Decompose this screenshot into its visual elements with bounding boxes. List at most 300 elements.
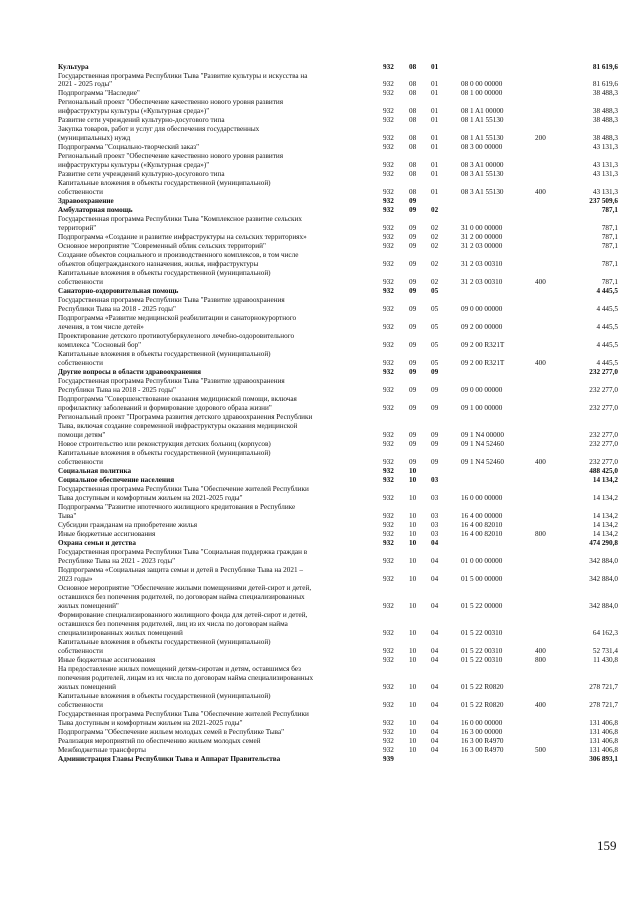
row-target-article: 16 3 00 R4970 — [461, 746, 504, 754]
row-section-code: 08 — [409, 188, 417, 196]
row-ministry-code: 932 — [383, 197, 394, 205]
row-amount: 787,1 — [601, 260, 618, 268]
table-row — [0, 431, 640, 439]
row-subsection-code: 01 — [431, 116, 439, 124]
row-target-article: 08 3 A1 00000 — [461, 161, 504, 169]
row-name: Государственная программа Республики Тыва "Развитие культуры и искусства на — [58, 72, 308, 80]
table-row — [0, 683, 640, 691]
row-name: Региональный проект "Программа развития детского здравоохранения Республики — [58, 413, 313, 421]
row-section-code: 10 — [409, 575, 417, 583]
row-section-code: 09 — [409, 287, 417, 295]
row-subsection-code: 04 — [431, 728, 439, 736]
row-target-article: 01 0 00 00000 — [461, 557, 503, 565]
row-target-article: 31 0 00 00000 — [461, 224, 503, 232]
row-section-code: 10 — [409, 557, 417, 565]
row-name: Здравоохранение — [58, 197, 114, 205]
row-ministry-code: 932 — [383, 728, 394, 736]
row-section-code: 10 — [409, 683, 417, 691]
table-row — [0, 332, 640, 340]
row-subsection-code: 04 — [431, 557, 439, 565]
row-amount: 787,1 — [601, 224, 618, 232]
row-section-code: 08 — [409, 116, 417, 124]
row-expense-type: 400 — [535, 458, 546, 466]
row-amount: 237 509,6 — [589, 197, 618, 205]
row-ministry-code: 932 — [383, 368, 394, 376]
row-amount: 14 134,2 — [592, 521, 618, 529]
row-target-article: 31 2 03 00310 — [461, 278, 503, 286]
table-row — [0, 611, 640, 619]
row-section-code: 08 — [409, 170, 417, 178]
row-amount: 38 488,3 — [592, 89, 618, 97]
row-name: Подпрограмма "Наследие" — [58, 89, 140, 97]
row-target-article: 01 5 22 00310 — [461, 647, 503, 655]
row-name: Государственная программа Республики Тыва "Комплексное развитие сельских — [58, 215, 302, 223]
table-row — [0, 629, 640, 637]
row-name: Формирование специализированного жилищного фонда для детей-сирот и детей, — [58, 611, 308, 619]
row-ministry-code: 932 — [383, 134, 394, 142]
row-ministry-code: 932 — [383, 63, 394, 71]
row-ministry-code: 932 — [383, 89, 394, 97]
row-section-code: 09 — [409, 341, 417, 349]
row-expense-type: 400 — [535, 359, 546, 367]
row-name: Подпрограмма "Совершенствование оказания медицинской помощи, включая — [58, 395, 297, 403]
row-ministry-code: 932 — [383, 530, 394, 538]
table-row — [0, 251, 640, 259]
row-section-code: 10 — [409, 521, 417, 529]
row-subsection-code: 03 — [431, 530, 439, 538]
table-row — [0, 413, 640, 421]
row-subsection-code: 01 — [431, 89, 439, 97]
table-row — [0, 116, 640, 124]
row-section-code: 09 — [409, 233, 417, 241]
row-name: 2021 - 2025 годы" — [58, 80, 113, 88]
row-name: Иные бюджетные ассигнования — [58, 530, 156, 538]
table-row — [0, 125, 640, 133]
row-name: Тыва доступным и комфортным жильем на 2021-2025 годы" — [58, 719, 243, 727]
row-subsection-code: 02 — [431, 260, 439, 268]
table-row — [0, 458, 640, 466]
row-subsection-code: 01 — [431, 107, 439, 115]
table-row — [0, 170, 640, 178]
row-section-code: 09 — [409, 224, 417, 232]
row-ministry-code: 932 — [383, 458, 394, 466]
table-row — [0, 386, 640, 394]
row-subsection-code: 04 — [431, 539, 439, 547]
row-ministry-code: 932 — [383, 431, 394, 439]
table-row — [0, 467, 640, 475]
row-expense-type: 200 — [535, 134, 546, 142]
row-amount: 278 721,7 — [589, 701, 618, 709]
row-section-code: 10 — [409, 746, 417, 754]
table-row — [0, 134, 640, 142]
row-ministry-code: 932 — [383, 278, 394, 286]
row-subsection-code: 01 — [431, 134, 439, 142]
table-row — [0, 206, 640, 214]
row-name: 2023 годы» — [58, 575, 93, 583]
table-row — [0, 395, 640, 403]
table-row — [0, 233, 640, 241]
table-row — [0, 620, 640, 628]
table-row — [0, 152, 640, 160]
row-amount: 232 277,0 — [589, 440, 618, 448]
table-row — [0, 314, 640, 322]
table-row — [0, 359, 640, 367]
table-row — [0, 719, 640, 727]
row-section-code: 10 — [409, 602, 417, 610]
row-name: Другие вопросы в области здравоохранения — [58, 368, 202, 376]
row-name: Государственная программа Республики Тыва "Обеспечение жителей Республики — [58, 485, 309, 493]
row-name: оставшихся без попечения родителей, лиц из их числа по договорам найма — [58, 620, 288, 628]
row-name: специализированных жилых помещений — [58, 629, 183, 637]
row-name: Проектирование детского противотуберкулезного лечебно-оздоровительного — [58, 332, 295, 340]
table-row — [0, 269, 640, 277]
row-amount: 278 721,7 — [589, 683, 618, 691]
row-section-code: 09 — [409, 242, 417, 250]
row-subsection-code: 01 — [431, 170, 439, 178]
table-row — [0, 584, 640, 592]
row-ministry-code: 932 — [383, 386, 394, 394]
row-amount: 131 406,8 — [589, 737, 618, 745]
row-section-code: 09 — [409, 278, 417, 286]
row-subsection-code: 09 — [431, 386, 439, 394]
row-target-article: 09 0 00 00000 — [461, 305, 503, 313]
row-expense-type: 400 — [535, 188, 546, 196]
row-target-article: 16 0 00 00000 — [461, 494, 503, 502]
row-subsection-code: 04 — [431, 602, 439, 610]
row-target-article: 16 3 00 R4970 — [461, 737, 504, 745]
table-row — [0, 647, 640, 655]
row-section-code: 10 — [409, 494, 417, 502]
row-amount: 11 430,8 — [593, 656, 618, 664]
row-subsection-code: 05 — [431, 359, 439, 367]
row-subsection-code: 09 — [431, 404, 439, 412]
table-row — [0, 377, 640, 385]
row-name: Государственная программа Республики Тыва "Обеспечение жителей Республики — [58, 710, 309, 718]
row-ministry-code: 932 — [383, 224, 394, 232]
row-subsection-code: 01 — [431, 188, 439, 196]
row-section-code: 09 — [409, 359, 417, 367]
row-target-article: 08 3 A1 55130 — [461, 188, 504, 196]
row-section-code: 10 — [409, 539, 417, 547]
row-subsection-code: 02 — [431, 242, 439, 250]
row-name: Санаторно-оздоровительная помощь — [58, 287, 179, 295]
table-row — [0, 98, 640, 106]
row-amount: 787,1 — [601, 242, 618, 250]
row-subsection-code: 05 — [431, 305, 439, 313]
row-amount: 342 884,0 — [589, 575, 618, 583]
row-name: лечения, в том числе детей» — [58, 323, 144, 331]
table-row — [0, 593, 640, 601]
row-ministry-code: 932 — [383, 188, 394, 196]
row-ministry-code: 932 — [383, 359, 394, 367]
row-target-article: 16 4 00 82010 — [461, 530, 503, 538]
row-name: Капитальные вложения в объекты государственной (муниципальной) — [58, 449, 271, 457]
row-name: Администрация Главы Республики Тыва и Аппарат Правительства — [58, 755, 281, 763]
row-target-article: 16 4 00 00000 — [461, 512, 503, 520]
row-name: собственности — [58, 188, 103, 196]
row-section-code: 09 — [409, 305, 417, 313]
row-name: Региональный проект "Обеспечение качественно нового уровня развития — [58, 152, 284, 160]
row-target-article: 01 5 22 00310 — [461, 656, 503, 664]
table-row — [0, 179, 640, 187]
row-section-code: 09 — [409, 440, 417, 448]
table-row — [0, 188, 640, 196]
table-row — [0, 350, 640, 358]
row-section-code: 10 — [409, 467, 417, 475]
row-subsection-code: 04 — [431, 683, 439, 691]
row-subsection-code: 05 — [431, 287, 439, 295]
table-row — [0, 746, 640, 754]
table-row — [0, 728, 640, 736]
row-amount: 43 131,3 — [592, 143, 618, 151]
row-subsection-code: 02 — [431, 206, 439, 214]
row-name: профилактику заболеваний и формирование здорового образа жизни" — [58, 404, 272, 412]
table-row — [0, 287, 640, 295]
row-section-code: 10 — [409, 647, 417, 655]
row-amount: 232 277,0 — [589, 458, 618, 466]
row-section-code: 09 — [409, 260, 417, 268]
row-target-article: 09 2 00 R321T — [461, 341, 505, 349]
row-amount: 342 884,0 — [589, 557, 618, 565]
table-row — [0, 566, 640, 574]
row-ministry-code: 932 — [383, 602, 394, 610]
row-name: Субсидии гражданам на приобретение жилья — [58, 521, 198, 529]
row-target-article: 08 3 A1 55130 — [461, 170, 504, 178]
row-subsection-code: 01 — [431, 161, 439, 169]
row-name: На предоставление жилых помещений детям-сиротам и детям, оставшимся без — [58, 665, 301, 673]
row-section-code: 10 — [409, 656, 417, 664]
row-section-code: 09 — [409, 323, 417, 331]
row-ministry-code: 932 — [383, 161, 394, 169]
table-row — [0, 422, 640, 430]
row-name: Основное мероприятие "Обеспечение жилыми помещениями детей-сирот и детей, — [58, 584, 312, 592]
row-ministry-code: 932 — [383, 242, 394, 250]
row-amount: 4 445,5 — [596, 323, 618, 331]
row-name: Иные бюджетные ассигнования — [58, 656, 156, 664]
row-subsection-code: 05 — [431, 323, 439, 331]
table-row — [0, 755, 640, 763]
row-expense-type: 500 — [535, 746, 546, 754]
row-amount: 81 619,6 — [592, 80, 618, 88]
row-amount: 787,1 — [601, 233, 618, 241]
row-ministry-code: 932 — [383, 575, 394, 583]
row-subsection-code: 03 — [431, 494, 439, 502]
table-row — [0, 80, 640, 88]
row-ministry-code: 932 — [383, 557, 394, 565]
table-row — [0, 242, 640, 250]
row-name: Развитие сети учреждений культурно-досугового типа — [58, 116, 225, 124]
row-name: Развитие сети учреждений культурно-досугового типа — [58, 170, 225, 178]
row-name: территорий" — [58, 224, 97, 232]
row-target-article: 31 2 03 00000 — [461, 242, 503, 250]
row-section-code: 10 — [409, 530, 417, 538]
row-target-article: 01 5 22 00000 — [461, 602, 503, 610]
row-amount: 232 277,0 — [589, 368, 618, 376]
row-ministry-code: 932 — [383, 440, 394, 448]
row-subsection-code: 04 — [431, 647, 439, 655]
row-ministry-code: 939 — [383, 755, 394, 763]
table-row — [0, 197, 640, 205]
row-ministry-code: 932 — [383, 512, 394, 520]
row-ministry-code: 932 — [383, 539, 394, 547]
row-subsection-code: 02 — [431, 278, 439, 286]
row-subsection-code: 02 — [431, 224, 439, 232]
table-row — [0, 638, 640, 646]
row-ministry-code: 932 — [383, 233, 394, 241]
row-name: собственности — [58, 647, 103, 655]
row-amount: 131 406,8 — [589, 728, 618, 736]
table-row — [0, 260, 640, 268]
row-name: Подпрограмма «Развитие медицинской реабилитации и санаторнокурортного — [58, 314, 297, 322]
row-section-code: 10 — [409, 512, 417, 520]
row-name: Тыва" — [58, 512, 77, 520]
row-name: Республики Тыва на 2018 - 2025 годы" — [58, 305, 176, 313]
row-ministry-code: 932 — [383, 746, 394, 754]
row-target-article: 31 2 00 00000 — [461, 233, 503, 241]
table-row — [0, 161, 640, 169]
row-name: Региональный проект "Обеспечение качественно нового уровня развития — [58, 98, 284, 106]
table-row — [0, 449, 640, 457]
row-section-code: 08 — [409, 89, 417, 97]
row-subsection-code: 04 — [431, 701, 439, 709]
row-target-article: 16 0 00 00000 — [461, 719, 503, 727]
table-row — [0, 674, 640, 682]
table-row — [0, 440, 640, 448]
row-section-code: 09 — [409, 368, 417, 376]
row-name: собственности — [58, 701, 103, 709]
row-amount: 14 134,2 — [592, 512, 618, 520]
table-row — [0, 692, 640, 700]
row-target-article: 08 1 A1 00000 — [461, 107, 504, 115]
row-section-code: 10 — [409, 476, 417, 484]
table-row — [0, 665, 640, 673]
page-number: 159 — [597, 838, 617, 853]
row-amount: 43 131,3 — [592, 161, 618, 169]
row-name: Закупка товаров, работ и услуг для обеспечения государственных — [58, 125, 260, 133]
row-name: Амбулаторная помощь — [58, 206, 133, 214]
row-name: Новое строительство или реконструкция детских больниц (корпусов) — [58, 440, 271, 448]
row-target-article: 09 2 00 00000 — [461, 323, 503, 331]
row-name: Государственная программа Республики Тыва "Развитие здравоохранения — [58, 377, 285, 385]
row-target-article: 08 1 00 00000 — [461, 89, 503, 97]
row-subsection-code: 05 — [431, 341, 439, 349]
row-name: Подпрограмма "Социально-творческий заказ" — [58, 143, 200, 151]
table-row — [0, 530, 640, 538]
table-row — [0, 512, 640, 520]
row-target-article: 08 1 A1 55130 — [461, 116, 504, 124]
row-subsection-code: 03 — [431, 512, 439, 520]
row-amount: 14 134,2 — [592, 476, 618, 484]
row-subsection-code: 04 — [431, 746, 439, 754]
row-name: Социальная политика — [58, 467, 132, 475]
table-row — [0, 539, 640, 547]
row-name: Подпрограмма «Социальная защита семьи и детей в Республике Тыва на 2021 – — [58, 566, 303, 574]
row-amount: 38 488,3 — [592, 134, 618, 142]
row-amount: 81 619,6 — [592, 63, 618, 71]
table-row — [0, 278, 640, 286]
row-name: Подпрограмма "Обеспечение жильем молодых семей в Республике Тыва" — [58, 728, 285, 736]
row-amount: 4 445,5 — [596, 359, 618, 367]
row-subsection-code: 04 — [431, 719, 439, 727]
row-section-code: 08 — [409, 161, 417, 169]
row-amount: 131 406,8 — [589, 719, 618, 727]
row-ministry-code: 932 — [383, 305, 394, 313]
row-name: объектов общегражданского назначения, жилья, инфраструктуры — [58, 260, 259, 268]
row-amount: 4 445,5 — [596, 305, 618, 313]
row-ministry-code: 932 — [383, 116, 394, 124]
row-target-article: 09 1 N4 52460 — [461, 440, 504, 448]
row-subsection-code: 04 — [431, 629, 439, 637]
row-target-article: 01 5 22 00310 — [461, 629, 503, 637]
row-name: Государственная программа Республики Тыва "Социальная поддержка граждан в — [58, 548, 308, 556]
row-amount: 38 488,3 — [592, 107, 618, 115]
table-row — [0, 224, 640, 232]
row-name: инфраструктуры культуры («Культурная среда»)" — [58, 161, 210, 169]
row-target-article: 09 1 N4 00000 — [461, 431, 504, 439]
row-target-article: 09 1 N4 52460 — [461, 458, 504, 466]
row-name: Капитальные вложения в объекты государственной (муниципальной) — [58, 269, 271, 277]
table-row — [0, 656, 640, 664]
row-section-code: 10 — [409, 737, 417, 745]
row-section-code: 10 — [409, 701, 417, 709]
row-amount: 64 162,3 — [592, 629, 618, 637]
row-subsection-code: 04 — [431, 737, 439, 745]
row-ministry-code: 932 — [383, 701, 394, 709]
row-name: Подпрограмма "Развитие ипотечного жилищного кредитования в Республике — [58, 503, 296, 511]
table-row — [0, 404, 640, 412]
row-amount: 787,1 — [601, 278, 618, 286]
row-expense-type: 800 — [535, 530, 546, 538]
row-ministry-code: 932 — [383, 206, 394, 214]
row-target-article: 09 0 00 00000 — [461, 386, 503, 394]
row-ministry-code: 932 — [383, 404, 394, 412]
row-ministry-code: 932 — [383, 287, 394, 295]
row-ministry-code: 932 — [383, 476, 394, 484]
row-ministry-code: 932 — [383, 683, 394, 691]
row-section-code: 09 — [409, 404, 417, 412]
row-expense-type: 400 — [535, 647, 546, 655]
row-target-article: 01 5 00 00000 — [461, 575, 503, 583]
table-row — [0, 494, 640, 502]
row-section-code: 10 — [409, 728, 417, 736]
row-name: жилых помещений — [58, 683, 116, 691]
row-name: Межбюджетные трансферты — [58, 746, 146, 754]
row-name: Создание объектов социального и производственного комплексов, в том числе — [58, 251, 299, 259]
row-name: Капитальные вложения в объекты государственной (муниципальной) — [58, 179, 271, 187]
row-amount: 232 277,0 — [589, 404, 618, 412]
row-amount: 787,1 — [601, 206, 618, 214]
row-name: Социальное обеспечение населения — [58, 476, 175, 484]
row-name: Подпрограмма «Создание и развитие инфраструктуры на сельских территориях» — [58, 233, 307, 241]
row-name: Капитальные вложения в объекты государственной (муниципальной) — [58, 692, 271, 700]
table-row — [0, 215, 640, 223]
row-target-article: 31 2 03 00310 — [461, 260, 503, 268]
row-subsection-code: 04 — [431, 656, 439, 664]
table-row — [0, 503, 640, 511]
row-target-article: 08 1 A1 55130 — [461, 134, 504, 142]
row-amount: 306 893,1 — [589, 755, 618, 763]
row-name: попечения родителей, лицам из их числа по договорам найма специализированных — [58, 674, 314, 682]
row-target-article: 08 3 00 00000 — [461, 143, 503, 151]
row-subsection-code: 09 — [431, 431, 439, 439]
row-name: Республике Тыва на 2021 - 2023 годы" — [58, 557, 176, 565]
table-row — [0, 341, 640, 349]
table-row — [0, 296, 640, 304]
row-section-code: 09 — [409, 206, 417, 214]
table-row — [0, 368, 640, 376]
row-ministry-code: 932 — [383, 323, 394, 331]
row-section-code: 08 — [409, 63, 417, 71]
